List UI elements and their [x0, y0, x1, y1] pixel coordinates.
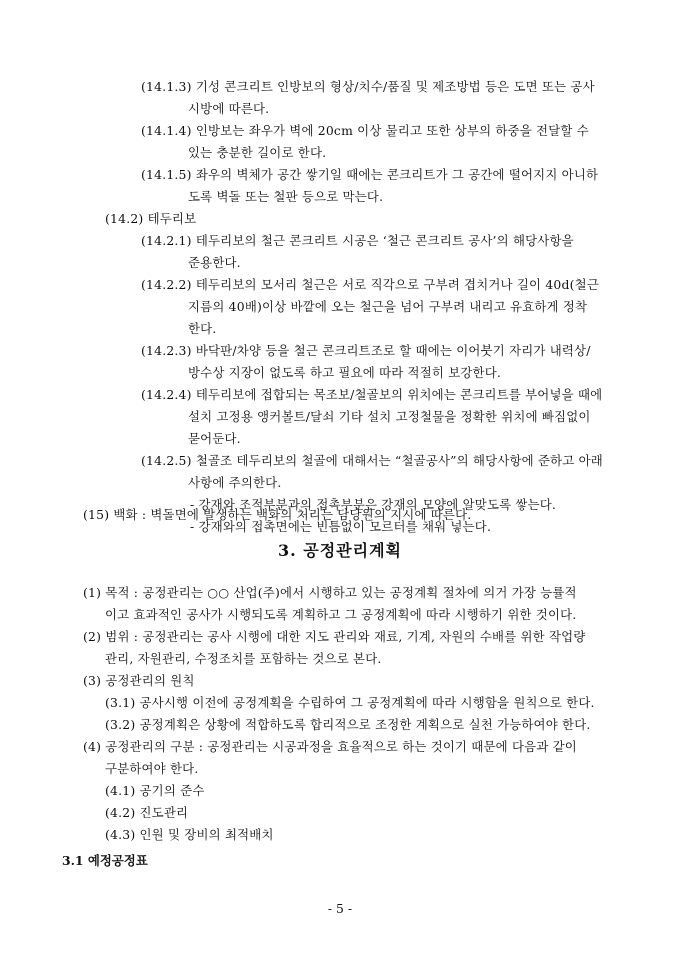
para-2: (2) 범위 : 공정관리는 공사 시행에 대한 지도 관리와 재료, 기계, 자원의 수배를 위한 작업량	[83, 629, 586, 644]
item-14-2-2-cont2: 한다.	[188, 321, 217, 336]
para-4: (4) 공정관리의 구분 : 공정관리는 시공과정을 효율적으로 하는 것이기 때문에 다음과 같이	[83, 739, 577, 754]
item-14-2-4-cont: 설치 고정용 앵커볼트/달쇠 기타 설치 고정철물을 정확한 위치에 빠짐없이	[188, 409, 591, 424]
item-text: 테두리보의 모서리 철근은 서로 직각으로 구부려 겹치거나 길이 40d(철근	[195, 277, 600, 292]
item-text: 테두리보의 철근 콘크리트 시공은 ‘철근 콘크리트 공사’의 해당사항을	[195, 233, 574, 248]
item-14-2-5-cont: 사항에 주의한다.	[188, 475, 282, 490]
item-15: (15) 백화 : 벽돌면에 발생하는 백화의 처리는 담당원의 지시에 따른다.	[83, 507, 472, 522]
item-number: (14.1.3)	[141, 79, 192, 94]
item-14-2-2	[141, 276, 599, 294]
item-14-2-1	[141, 232, 574, 250]
item-14-2-2-cont: 지름의 40배)이상 바깥에 오는 철근을 넘어 구부려 내리고 유효하게 정착	[188, 299, 588, 314]
item-text: 철골조 테두리보의 철골에 대해서는 “철골공사”의 해당사항에 준하고 아래	[195, 453, 603, 468]
item-14-1-4-cont: 있는 충분한 길이로 한다.	[188, 145, 327, 160]
para-4-1: (4.1) 공기의 준수	[105, 783, 205, 798]
item-14-2-1-cont: 준용한다.	[188, 255, 241, 270]
para-1: (1) 목적 : 공정관리는 ○○ 산업(주)에서 시행하고 있는 공정계획 절차에 의거 가장 능률적	[83, 585, 577, 600]
item-text: 좌우의 벽체가 공간 쌓기일 때에는 콘크리트가 그 공간에 떨어지지 아니하	[195, 167, 599, 182]
para-1-cont: 이고 효과적인 공사가 시행되도록 계획하고 그 공정계획에 따라 시행하기 위한 것이다.	[105, 607, 577, 622]
item-number: (14.2.4)	[141, 387, 192, 402]
section-title: 3. 공정관리계획	[277, 541, 402, 560]
item-14-2-4-cont2: 묻어둔다.	[188, 431, 241, 446]
item-number: (14.1.4)	[141, 123, 192, 138]
item-number: (14.2.1)	[141, 233, 192, 248]
item-number: (14.2.2)	[141, 277, 192, 292]
item-14-2-5	[141, 452, 603, 470]
item-number: (14.1.5)	[141, 167, 192, 182]
para-3-2: (3.2) 공정계획은 상황에 적합하도록 합리적으로 조정한 계획으로 실천 가능하여야 한다.	[105, 717, 591, 732]
item-14-1-5	[141, 166, 598, 184]
item-14-1-3	[141, 78, 595, 96]
item-14-1-3-cont: 시방에 따른다.	[188, 101, 270, 116]
item-14-1-5-cont: 도록 벽돌 또는 철판 등으로 막는다.	[188, 189, 384, 204]
item-text: 기성 콘크리트 인방보의 형상/치수/품질 및 제조방법 등은 도면 또는 공사	[195, 79, 595, 94]
para-4-3: (4.3) 인원 및 장비의 최적배치	[105, 827, 274, 842]
item-14-2-4	[141, 386, 602, 404]
item-14-2-3-cont: 방수상 지장이 없도록 하고 필요에 따라 적절히 보강한다.	[188, 365, 502, 380]
para-3-1: (3.1) 공사시행 이전에 공정계획을 수립하여 그 공정계획에 따라 시행함을 원칙으로 한다.	[105, 695, 595, 710]
bullet-2: - 강재와의 접촉면에는 빈틈없이 모르터를 채워 넣는다.	[190, 519, 492, 534]
page-number: - 5 -	[327, 901, 353, 916]
para-4-2: (4.2) 진도관리	[105, 805, 189, 820]
subheading: 3.1 예정공정표	[62, 853, 148, 868]
heading-14-2: (14.2) 테두리보	[105, 211, 197, 226]
item-14-1-4	[141, 122, 589, 140]
item-text: 바닥판/차양 등을 철근 콘크리트조로 할 때에는 이어붓기 자리가 내력상/	[195, 343, 591, 358]
item-text: 테두리보에 접합되는 목조보/철골보의 위치에는 콘크리트를 부어넣을 때에	[195, 387, 603, 402]
bullet-1: - 강재와 조적부분과의 접촉부분은 강재의 모양에 알맞도록 쌓는다.	[190, 497, 557, 512]
item-text: 인방보는 좌우가 벽에 20cm 이상 물리고 또한 상부의 하중을 전달할 수	[195, 123, 589, 138]
para-4-cont: 구분하여야 한다.	[105, 761, 199, 776]
para-2-cont: 관리, 자원관리, 수정조치를 포함하는 것으로 본다.	[105, 651, 382, 666]
para-3: (3) 공정관리의 원칙	[83, 673, 195, 688]
item-number: (14.2.3)	[141, 343, 192, 358]
item-number: (14.2.5)	[141, 453, 192, 468]
item-14-2-3	[141, 342, 591, 360]
